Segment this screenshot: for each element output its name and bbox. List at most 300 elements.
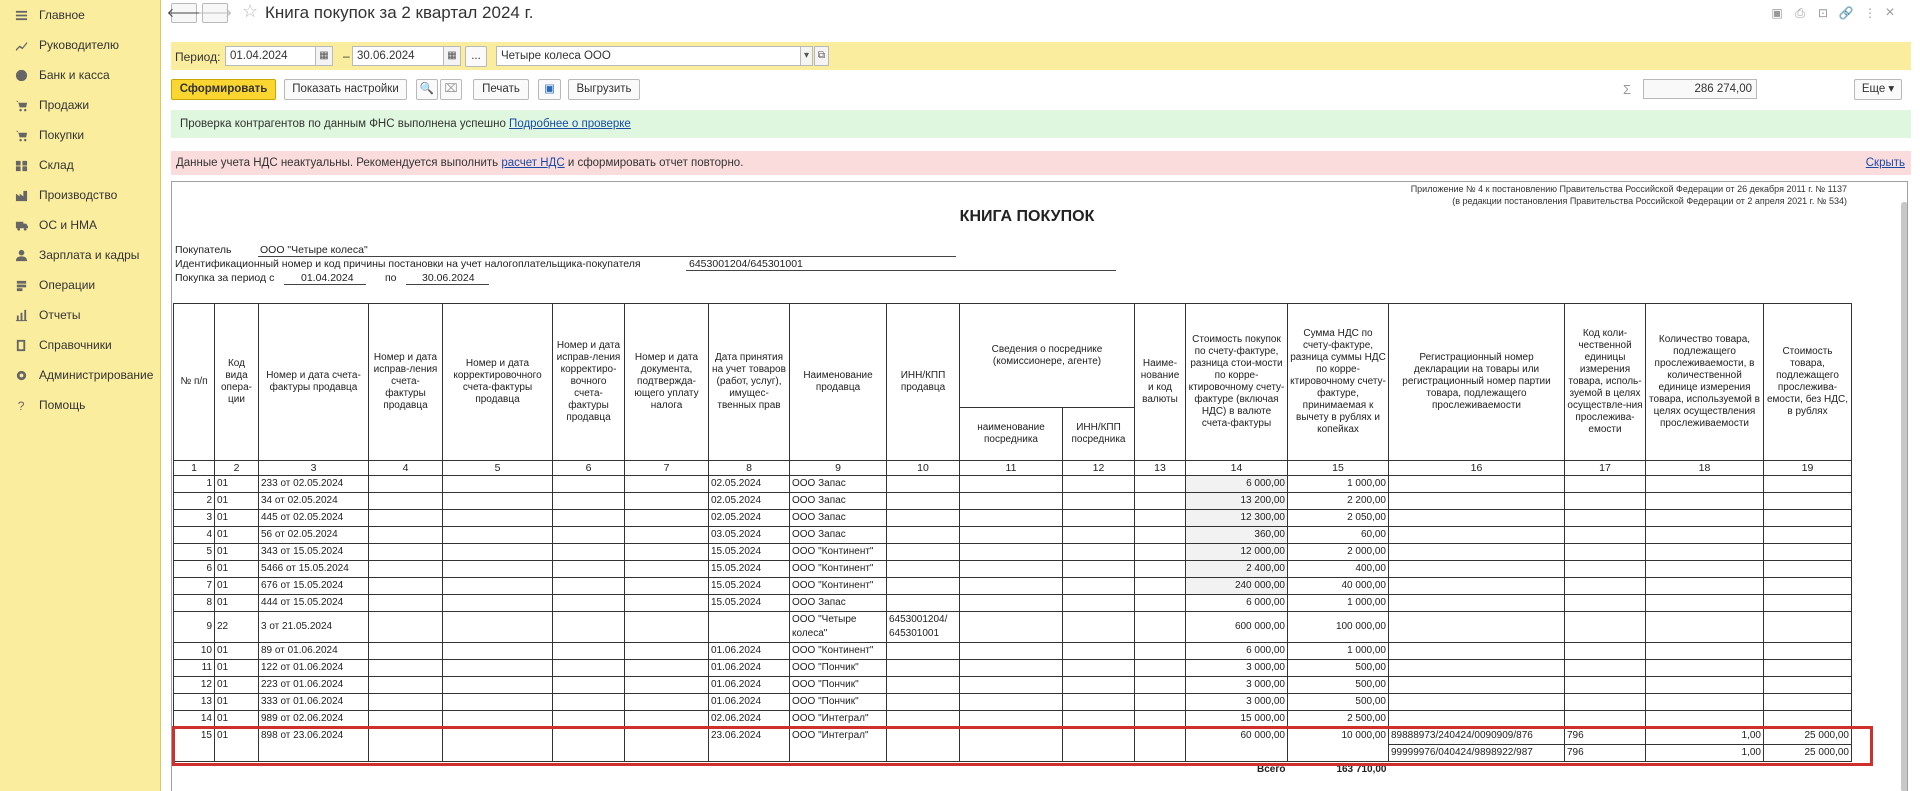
table-cell xyxy=(369,476,443,493)
col-header-intermediary: Сведения о посреднике (комиссионере, агенте) xyxy=(960,304,1135,408)
more-vertical-icon[interactable]: ⋮ xyxy=(1864,6,1876,20)
print-icon[interactable]: ⎙ xyxy=(1795,6,1805,20)
purchase-cost: 13 200,00 xyxy=(1186,493,1288,510)
invoice-number: 444 от 15.05.2024 xyxy=(259,595,369,612)
table-cell xyxy=(1063,643,1135,660)
vat-amount: 400,00 xyxy=(1288,561,1389,578)
operation-code: 01 xyxy=(215,476,259,493)
table-cell xyxy=(1063,476,1135,493)
table-cell xyxy=(1389,643,1565,660)
table-cell xyxy=(1389,544,1565,561)
forward-button[interactable] xyxy=(197,3,233,23)
table-cell xyxy=(1764,476,1852,493)
col-header-13: Наиме-нование и код валюты xyxy=(1135,304,1186,461)
seller-name: ООО "Континент" xyxy=(790,544,887,561)
table-cell xyxy=(369,643,443,660)
column-number: 9 xyxy=(790,461,887,476)
buyer-underline xyxy=(258,256,956,257)
column-number: 1 xyxy=(174,461,215,476)
table-row[interactable] xyxy=(174,595,1852,612)
inn-label: Идентификационный номер и код причины постановки на учет налогоплательщика-покупателя xyxy=(175,258,641,270)
col-header-8: Дата принятия на учет товаров (работ, услуг), имущес-твенных прав xyxy=(709,304,790,461)
sidebar-item-label: Отчеты xyxy=(39,308,81,322)
period-choose-button[interactable]: ... xyxy=(465,46,487,67)
table-cell xyxy=(553,694,625,711)
clear-search-icon[interactable]: ⌧ xyxy=(440,79,462,100)
table-cell xyxy=(1764,612,1852,643)
more-label: Еще xyxy=(1861,83,1886,95)
sidebar-item-label: Руководителю xyxy=(39,38,120,52)
operation-code: 01 xyxy=(215,660,259,677)
table-cell xyxy=(1135,476,1186,493)
table-cell xyxy=(443,476,553,493)
table-cell xyxy=(1565,476,1646,493)
vat-amount: 2 050,00 xyxy=(1288,510,1389,527)
col-header-17: Код коли-чественной единицы измерения товара, исполь-зуемой в целях осуществле-ния прослежива-емости xyxy=(1565,304,1646,461)
table-cell xyxy=(1135,493,1186,510)
total-label: Всего xyxy=(1257,764,1286,776)
vat-amount: 60,00 xyxy=(1288,527,1389,544)
table-cell xyxy=(1646,643,1764,660)
acceptance-date: 02.05.2024 xyxy=(709,493,790,510)
organization-select[interactable]: Четыре колеса ООО xyxy=(496,46,801,66)
column-number: 14 xyxy=(1186,461,1288,476)
sidebar-item-label: Склад xyxy=(39,158,74,172)
sidebar-item-12[interactable] xyxy=(0,330,160,360)
period-to-underline xyxy=(406,284,489,285)
vat-amount: 500,00 xyxy=(1288,677,1389,694)
sidebar-item-2[interactable] xyxy=(0,30,160,60)
operation-code: 01 xyxy=(215,595,259,612)
period-to-input[interactable]: 30.06.2024 xyxy=(352,46,444,66)
row-number: 8 xyxy=(174,595,215,612)
table-cell xyxy=(1135,510,1186,527)
table-cell xyxy=(369,493,443,510)
operation-code: 01 xyxy=(215,510,259,527)
sidebar-item-5[interactable] xyxy=(0,120,160,150)
seller-inn: 6453001204/ 645301001 xyxy=(887,612,960,643)
table-cell xyxy=(1565,643,1646,660)
factory-icon xyxy=(14,188,28,202)
sidebar-item-label: Справочники xyxy=(39,338,112,352)
gear-icon xyxy=(14,368,28,382)
vat-amount: 500,00 xyxy=(1288,660,1389,677)
table-row[interactable] xyxy=(174,527,1852,544)
page-title: Книга покупок за 2 квартал 2024 г. xyxy=(265,3,534,22)
table-cell xyxy=(553,595,625,612)
invoice-number: 233 от 02.05.2024 xyxy=(259,476,369,493)
operation-code: 01 xyxy=(215,711,259,728)
svg-text:?: ? xyxy=(17,398,25,412)
sidebar-item-13[interactable] xyxy=(0,360,160,390)
cart-icon xyxy=(14,128,28,142)
sidebar-item-8[interactable] xyxy=(0,210,160,240)
table-cell xyxy=(1389,694,1565,711)
table-cell xyxy=(625,561,709,578)
seller-inn xyxy=(887,510,960,527)
save-icon[interactable]: ▣ xyxy=(1771,6,1783,20)
vat-amount: 40 000,00 xyxy=(1288,578,1389,595)
sidebar-item-4[interactable] xyxy=(0,90,160,120)
invoice-number: 34 от 02.05.2024 xyxy=(259,493,369,510)
table-cell xyxy=(1389,476,1565,493)
purchase-cost: 240 000,00 xyxy=(1186,578,1288,595)
table-cell xyxy=(960,612,1063,643)
col-header-9: Наименование продавца xyxy=(790,304,887,461)
vat-amount: 2 500,00 xyxy=(1288,711,1389,728)
table-cell xyxy=(960,510,1063,527)
seller-inn xyxy=(887,578,960,595)
fns-text: Проверка контрагентов по данным ФНС выполнена успешно xyxy=(180,118,510,130)
seller-name: ООО "Континент" xyxy=(790,643,887,660)
coins-icon xyxy=(14,68,28,82)
table-cell xyxy=(443,561,553,578)
table-cell xyxy=(1764,660,1852,677)
trace-reg-number: 99999976/040424/9898922/987 xyxy=(1389,745,1565,762)
vat-amount: 10 000,00 xyxy=(1288,728,1389,762)
table-cell xyxy=(1389,527,1565,544)
purchase-book-table xyxy=(173,303,1852,779)
table-cell xyxy=(443,510,553,527)
col-header-15: Сумма НДС по счету-фактуре, разница суммы НДС по корре-ктировочному счету-фактуре, принимаемая к вычету в рублях и копейках xyxy=(1288,304,1389,461)
table-cell xyxy=(960,660,1063,677)
row-number: 3 xyxy=(174,510,215,527)
operation-code: 01 xyxy=(215,728,259,762)
table-row[interactable] xyxy=(174,578,1852,595)
purchase-cost: 60 000,00 xyxy=(1186,728,1288,762)
invoice-number: 3 от 21.05.2024 xyxy=(259,612,369,643)
table-cell xyxy=(1646,595,1764,612)
table-row[interactable] xyxy=(174,660,1852,677)
appendix-line-2: (в редакции постановления Правительства Российской Федерации от 2 апреля 2021 г. № 534) xyxy=(1452,196,1847,206)
table-cell xyxy=(369,527,443,544)
acceptance-date: 23.06.2024 xyxy=(709,728,790,762)
table-cell xyxy=(1389,510,1565,527)
table-row[interactable] xyxy=(174,510,1852,527)
table-cell xyxy=(960,578,1063,595)
table-cell xyxy=(443,677,553,694)
vat-warning-message xyxy=(171,151,1911,175)
table-cell xyxy=(1063,544,1135,561)
table-cell xyxy=(369,510,443,527)
appendix-line-1: Приложение № 4 к постановлению Правительства Российской Федерации от 26 декабря 2011 г. № 1137 xyxy=(1410,184,1847,194)
report-period-from: 01.04.2024 xyxy=(301,272,354,284)
hide-link[interactable]: Скрыть xyxy=(1865,157,1905,169)
operation-code: 01 xyxy=(215,643,259,660)
table-cell xyxy=(960,493,1063,510)
vertical-scrollbar[interactable] xyxy=(1901,202,1908,791)
trace-quantity: 1,00 xyxy=(1646,745,1764,762)
calendar-from-icon[interactable]: ▦ xyxy=(315,46,333,66)
fns-details-link[interactable]: Подробнее о проверке xyxy=(509,118,631,130)
total-value: 163 710,00 xyxy=(1336,764,1387,776)
seller-inn xyxy=(887,694,960,711)
vat-amount: 100 000,00 xyxy=(1288,612,1389,643)
acceptance-date: 15.05.2024 xyxy=(709,578,790,595)
row-15-highlight-frame xyxy=(172,726,1873,766)
table-cell xyxy=(1565,527,1646,544)
table-cell xyxy=(1063,612,1135,643)
table-cell xyxy=(1135,544,1186,561)
operations-icon xyxy=(14,278,28,292)
vat-amount: 500,00 xyxy=(1288,694,1389,711)
row-number: 5 xyxy=(174,544,215,561)
row-number: 15 xyxy=(174,728,215,762)
vat-amount: 1 000,00 xyxy=(1288,476,1389,493)
table-cell xyxy=(443,544,553,561)
link-icon[interactable]: 🔗 xyxy=(1838,6,1854,20)
operation-code: 01 xyxy=(215,694,259,711)
operation-code: 22 xyxy=(215,612,259,643)
seller-name: ООО Запас xyxy=(790,527,887,544)
col-header-11: наименование посредника xyxy=(960,408,1063,461)
table-cell xyxy=(960,694,1063,711)
sum-icon: Σ xyxy=(1623,82,1632,97)
invoice-number: 5466 от 15.05.2024 xyxy=(259,561,369,578)
operation-code: 01 xyxy=(215,677,259,694)
table-cell xyxy=(625,643,709,660)
table-cell xyxy=(1764,677,1852,694)
table-cell xyxy=(1565,544,1646,561)
table-cell xyxy=(1565,595,1646,612)
table-row[interactable] xyxy=(174,612,1852,643)
table-cell xyxy=(1063,561,1135,578)
table-cell xyxy=(1063,578,1135,595)
warehouse-icon xyxy=(14,158,28,172)
open-organization-icon[interactable]: ⧉ xyxy=(814,46,829,66)
acceptance-date: 01.06.2024 xyxy=(709,643,790,660)
column-number: 6 xyxy=(553,461,625,476)
period-dash: – xyxy=(343,49,350,63)
main-area xyxy=(162,0,1920,791)
table-cell xyxy=(553,561,625,578)
col-header-14: Стоимость покупок по счету-фактуре, разница стои-мости по корре-ктировочному счету-фактуре (включая НДС) в валюте счета-фактуры xyxy=(1186,304,1288,461)
column-number: 3 xyxy=(259,461,369,476)
more-button[interactable]: Еще ▾ xyxy=(1854,79,1902,100)
row-number: 11 xyxy=(174,660,215,677)
acceptance-date xyxy=(709,612,790,643)
operation-code: 01 xyxy=(215,527,259,544)
table-cell xyxy=(1646,527,1764,544)
table-row[interactable] xyxy=(174,544,1852,561)
invoice-number: 445 от 02.05.2024 xyxy=(259,510,369,527)
column-number: 5 xyxy=(443,461,553,476)
table-cell xyxy=(625,578,709,595)
table-cell xyxy=(625,527,709,544)
table-cell xyxy=(960,476,1063,493)
purchase-cost: 360,00 xyxy=(1186,527,1288,544)
operation-code: 01 xyxy=(215,561,259,578)
sidebar-item-label: Помощь xyxy=(39,398,86,412)
vat-amount: 1 000,00 xyxy=(1288,643,1389,660)
table-cell xyxy=(1389,677,1565,694)
table-cell xyxy=(625,595,709,612)
operation-code: 01 xyxy=(215,578,259,595)
acceptance-date: 01.06.2024 xyxy=(709,694,790,711)
table-cell xyxy=(369,612,443,643)
search-icon[interactable]: 🔍 xyxy=(416,79,438,100)
table-cell xyxy=(1565,578,1646,595)
table-cell xyxy=(369,595,443,612)
sidebar-item-3[interactable] xyxy=(0,60,160,90)
acceptance-date: 02.06.2024 xyxy=(709,711,790,728)
sidebar-item-label: Операции xyxy=(39,278,96,292)
preview-icon[interactable]: ⊡ xyxy=(1817,6,1829,20)
table-cell xyxy=(1764,561,1852,578)
row-number: 2 xyxy=(174,493,215,510)
trace-quantity: 1,00 xyxy=(1646,728,1764,745)
seller-inn xyxy=(887,677,960,694)
table-cell xyxy=(1389,493,1565,510)
table-cell xyxy=(960,561,1063,578)
save-file-icon[interactable]: ▣ xyxy=(538,79,561,100)
purchase-cost: 3 000,00 xyxy=(1186,660,1288,677)
table-cell xyxy=(1063,677,1135,694)
trace-unit-code: 796 xyxy=(1565,745,1646,762)
col-header-3: Номер и дата счета-фактуры продавца xyxy=(259,304,369,461)
close-icon[interactable]: × xyxy=(1885,4,1895,21)
print-button[interactable]: Печать xyxy=(473,79,529,100)
table-cell xyxy=(625,493,709,510)
table-cell xyxy=(553,544,625,561)
row-number: 13 xyxy=(174,694,215,711)
buyer-value: ООО "Четыре колеса" xyxy=(260,244,368,256)
column-number: 4 xyxy=(369,461,443,476)
sidebar-item-14[interactable] xyxy=(0,390,160,420)
seller-name: ООО Запас xyxy=(790,493,887,510)
table-cell xyxy=(1135,595,1186,612)
show-settings-button[interactable]: Показать настройки xyxy=(284,79,407,100)
invoice-number: 676 от 15.05.2024 xyxy=(259,578,369,595)
calendar-to-icon[interactable]: ▦ xyxy=(443,46,461,66)
vat-amount: 2 000,00 xyxy=(1288,544,1389,561)
table-cell xyxy=(625,476,709,493)
table-cell xyxy=(553,527,625,544)
row-number: 14 xyxy=(174,711,215,728)
invoice-number: 89 от 01.06.2024 xyxy=(259,643,369,660)
table-row[interactable] xyxy=(174,677,1852,694)
table-cell xyxy=(1646,677,1764,694)
table-row[interactable] xyxy=(174,694,1852,711)
toolbar xyxy=(171,77,1911,101)
table-cell xyxy=(1135,578,1186,595)
table-cell xyxy=(1135,694,1186,711)
seller-name: ООО "Интеграл" xyxy=(790,711,887,728)
purchase-cost: 600 000,00 xyxy=(1186,612,1288,643)
table-row[interactable] xyxy=(174,561,1852,578)
table-cell xyxy=(625,694,709,711)
table-cell xyxy=(1063,527,1135,544)
table-cell xyxy=(369,694,443,711)
table-cell xyxy=(369,578,443,595)
chevron-down-icon[interactable]: ▾ xyxy=(800,46,813,66)
sidebar-item-label: Покупки xyxy=(39,128,85,142)
acceptance-date: 15.05.2024 xyxy=(709,544,790,561)
table-cell xyxy=(1389,561,1565,578)
column-number: 18 xyxy=(1646,461,1764,476)
col-header-6: Номер и дата исправ-ления корректиро-вочного счета-фактуры продавца xyxy=(553,304,625,461)
table-cell xyxy=(553,510,625,527)
table-cell xyxy=(553,612,625,643)
table-cell xyxy=(960,544,1063,561)
table-cell xyxy=(443,694,553,711)
table-cell xyxy=(443,612,553,643)
table-cell xyxy=(1135,677,1186,694)
sidebar-item-label: ОС и НМА xyxy=(39,218,98,232)
help-icon xyxy=(14,398,28,412)
sidebar-item-label: Продажи xyxy=(39,98,90,112)
book-icon xyxy=(14,338,28,352)
trace-amount: 25 000,00 xyxy=(1764,728,1852,745)
table-cell xyxy=(369,677,443,694)
col-header-7: Номер и дата документа, подтвержда-ющего уплату налога xyxy=(625,304,709,461)
row-number: 10 xyxy=(174,643,215,660)
acceptance-date: 15.05.2024 xyxy=(709,561,790,578)
table-cell xyxy=(1389,578,1565,595)
col-header-19: Стоимость товара, подлежащего прослежива-емости, без НДС, в рублях xyxy=(1764,304,1852,461)
table-row[interactable] xyxy=(174,643,1852,660)
table-cell xyxy=(1063,510,1135,527)
sidebar-item-1[interactable] xyxy=(0,0,160,30)
purchase-cost: 3 000,00 xyxy=(1186,694,1288,711)
table-cell xyxy=(1646,660,1764,677)
sidebar-item-7[interactable] xyxy=(0,180,160,210)
col-header-4: Номер и дата исправ-ления счета-фактуры продавца xyxy=(369,304,443,461)
sidebar-item-11[interactable] xyxy=(0,300,160,330)
table-cell xyxy=(625,612,709,643)
col-header-1: № п/п xyxy=(174,304,215,461)
acceptance-date: 15.05.2024 xyxy=(709,595,790,612)
table-cell xyxy=(1135,660,1186,677)
export-button[interactable]: Выгрузить xyxy=(568,79,640,100)
period-from-input[interactable]: 01.04.2024 xyxy=(225,46,316,66)
seller-name: ООО Запас xyxy=(790,510,887,527)
period-bar xyxy=(171,42,1911,70)
person-icon xyxy=(14,248,28,262)
row-number: 12 xyxy=(174,677,215,694)
seller-name: ООО "Континент" xyxy=(790,561,887,578)
operation-code: 01 xyxy=(215,544,259,561)
sidebar-item-6[interactable] xyxy=(0,150,160,180)
table-row[interactable] xyxy=(174,476,1852,493)
seller-name: ООО "Четыре колеса" xyxy=(790,612,887,643)
favorite-star-icon[interactable]: ☆ xyxy=(242,1,259,21)
table-cell xyxy=(1135,561,1186,578)
column-number: 10 xyxy=(887,461,960,476)
sidebar-item-10[interactable] xyxy=(0,270,160,300)
vat-calc-link[interactable]: расчет НДС xyxy=(501,157,565,169)
table-cell xyxy=(1764,694,1852,711)
sidebar-item-label: Администрирование xyxy=(39,368,154,382)
trace-amount: 25 000,00 xyxy=(1764,745,1852,762)
row-number: 7 xyxy=(174,578,215,595)
seller-inn xyxy=(887,527,960,544)
table-row[interactable] xyxy=(174,493,1852,510)
column-number: 19 xyxy=(1764,461,1852,476)
table-cell xyxy=(553,476,625,493)
table-cell xyxy=(1764,643,1852,660)
table-cell xyxy=(1565,561,1646,578)
back-button[interactable] xyxy=(166,3,202,23)
generate-button[interactable]: Сформировать xyxy=(171,79,276,100)
period-label: Период: xyxy=(175,50,221,64)
table-cell xyxy=(369,660,443,677)
fns-check-message xyxy=(171,110,1911,138)
column-number: 17 xyxy=(1565,461,1646,476)
sidebar-item-9[interactable] xyxy=(0,240,160,270)
table-cell xyxy=(1135,612,1186,643)
vat-amount: 2 200,00 xyxy=(1288,493,1389,510)
